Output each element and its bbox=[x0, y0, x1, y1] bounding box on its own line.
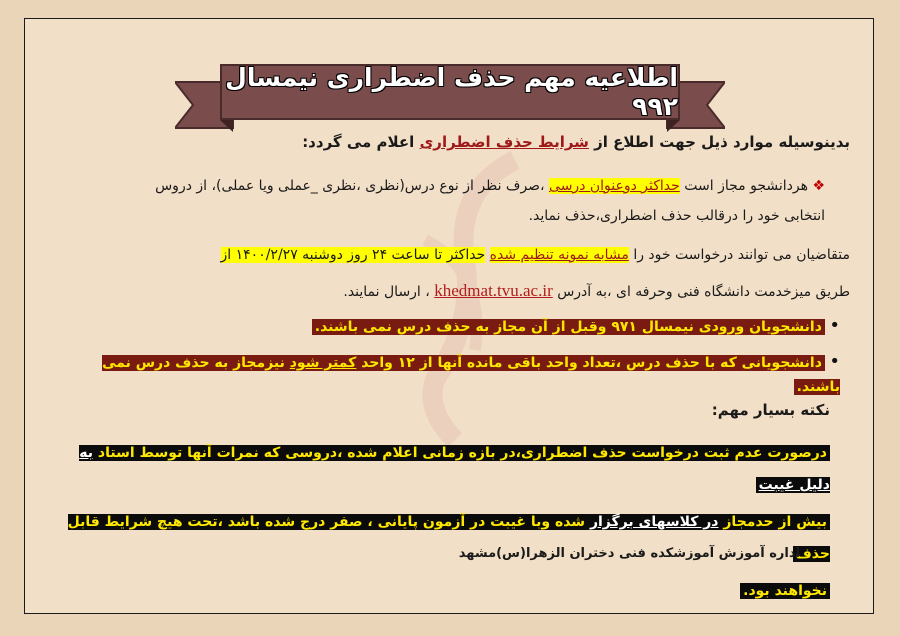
item-1 bbox=[60, 175, 825, 197]
note-line-3-text: نخواهند بود. bbox=[740, 583, 830, 599]
item-1-post: ،صرف نظر از نوع درس(نظری ،نظری _عملی ویا عملی)، از دروس bbox=[155, 178, 545, 194]
intro-highlight: شرایط حذف اضطراری bbox=[419, 133, 589, 151]
khedmat-link[interactable]: khedmat.tvu.ac.ir bbox=[434, 281, 553, 300]
item-1-pre: هردانشجو مجاز است bbox=[684, 178, 808, 194]
note-line-2-white: در کلاسهای برگزار bbox=[589, 514, 719, 530]
item-2-post: حداکثر تا ساعت ۲۴ روز دوشنبه ۱۴۰۰/۲/۲۷ از bbox=[220, 247, 486, 263]
bullet-b-text bbox=[102, 355, 840, 395]
item-2-highlight: مشابه نمونه تنظیم شده bbox=[489, 247, 629, 263]
bullet-dot-icon: • bbox=[829, 315, 840, 336]
note-line-1-pre: درصورت عدم ثبت درخواست حذف اضطراری،در بازه زمانی اعلام شده ،دروسی که نمرات آنها توسط استاد bbox=[97, 445, 827, 461]
page-title: اطلاعیه مهم حذف اضطراری نیمسال ۹۹۲ bbox=[225, 63, 678, 121]
note-line-1 bbox=[60, 437, 830, 501]
note-line-2-pre: بیش از حدمجاز bbox=[723, 514, 827, 530]
bullet-b-post: نیزمجاز به حذف درس نمی باشند. bbox=[102, 355, 840, 395]
item-2-line-2 bbox=[60, 280, 850, 303]
diamond-bullet-icon: ❖ bbox=[812, 178, 825, 194]
note-block bbox=[60, 437, 830, 607]
item-2-pre: متقاضیان می توانند درخواست خود را bbox=[633, 247, 850, 263]
bullet-b-pre: دانشجویانی که با حذف درس ،تعداد واحد باقی مانده آنها از ۱۲ واحد bbox=[361, 355, 822, 371]
note-line-3 bbox=[60, 575, 830, 607]
ribbon-banner bbox=[220, 64, 680, 120]
note-line-2-post: شده وبا غیبت در آزمون پایانی ، صفر درج شده باشد ،تحت هیچ شرایط قابل حذف bbox=[67, 514, 830, 562]
intro-post: اعلام می گردد: bbox=[302, 133, 415, 151]
note-label: نکته بسیار مهم: bbox=[711, 401, 830, 419]
intro-line bbox=[60, 131, 850, 153]
intro-pre: بدینوسیله موارد ذیل جهت اطلاع از bbox=[594, 133, 850, 151]
item-2-line-2-pre: طریق میزخدمت دانشگاه فنی وحرفه ای ،به آدرس bbox=[557, 284, 850, 300]
bullet-b-underlined: کمتر شود bbox=[289, 355, 357, 371]
bullet-b bbox=[60, 351, 840, 399]
item-1-line-2: انتخابی خود را درقالب حذف اضطراری،حذف نماید. bbox=[528, 208, 825, 224]
item-2 bbox=[60, 244, 850, 266]
item-1-highlight: حداکثر دوعنوان درسی bbox=[549, 178, 680, 194]
item-2-line-2-post: ، ارسال نمایند. bbox=[343, 284, 430, 300]
footer-office: اداره آموزش آموزشکده فنی دختران الزهرا(س)مشهد bbox=[458, 546, 800, 561]
title-ribbon bbox=[175, 64, 725, 134]
bullet-a-text: دانشجویان ورودی نیمسال ۹۷۱ وقبل از آن مجاز به حذف درس نمی باشند. bbox=[312, 319, 825, 335]
note-line-1-white: به دلیل غیبت bbox=[79, 445, 830, 493]
bullet-dot-icon: • bbox=[829, 351, 840, 372]
bullet-a bbox=[60, 315, 840, 339]
